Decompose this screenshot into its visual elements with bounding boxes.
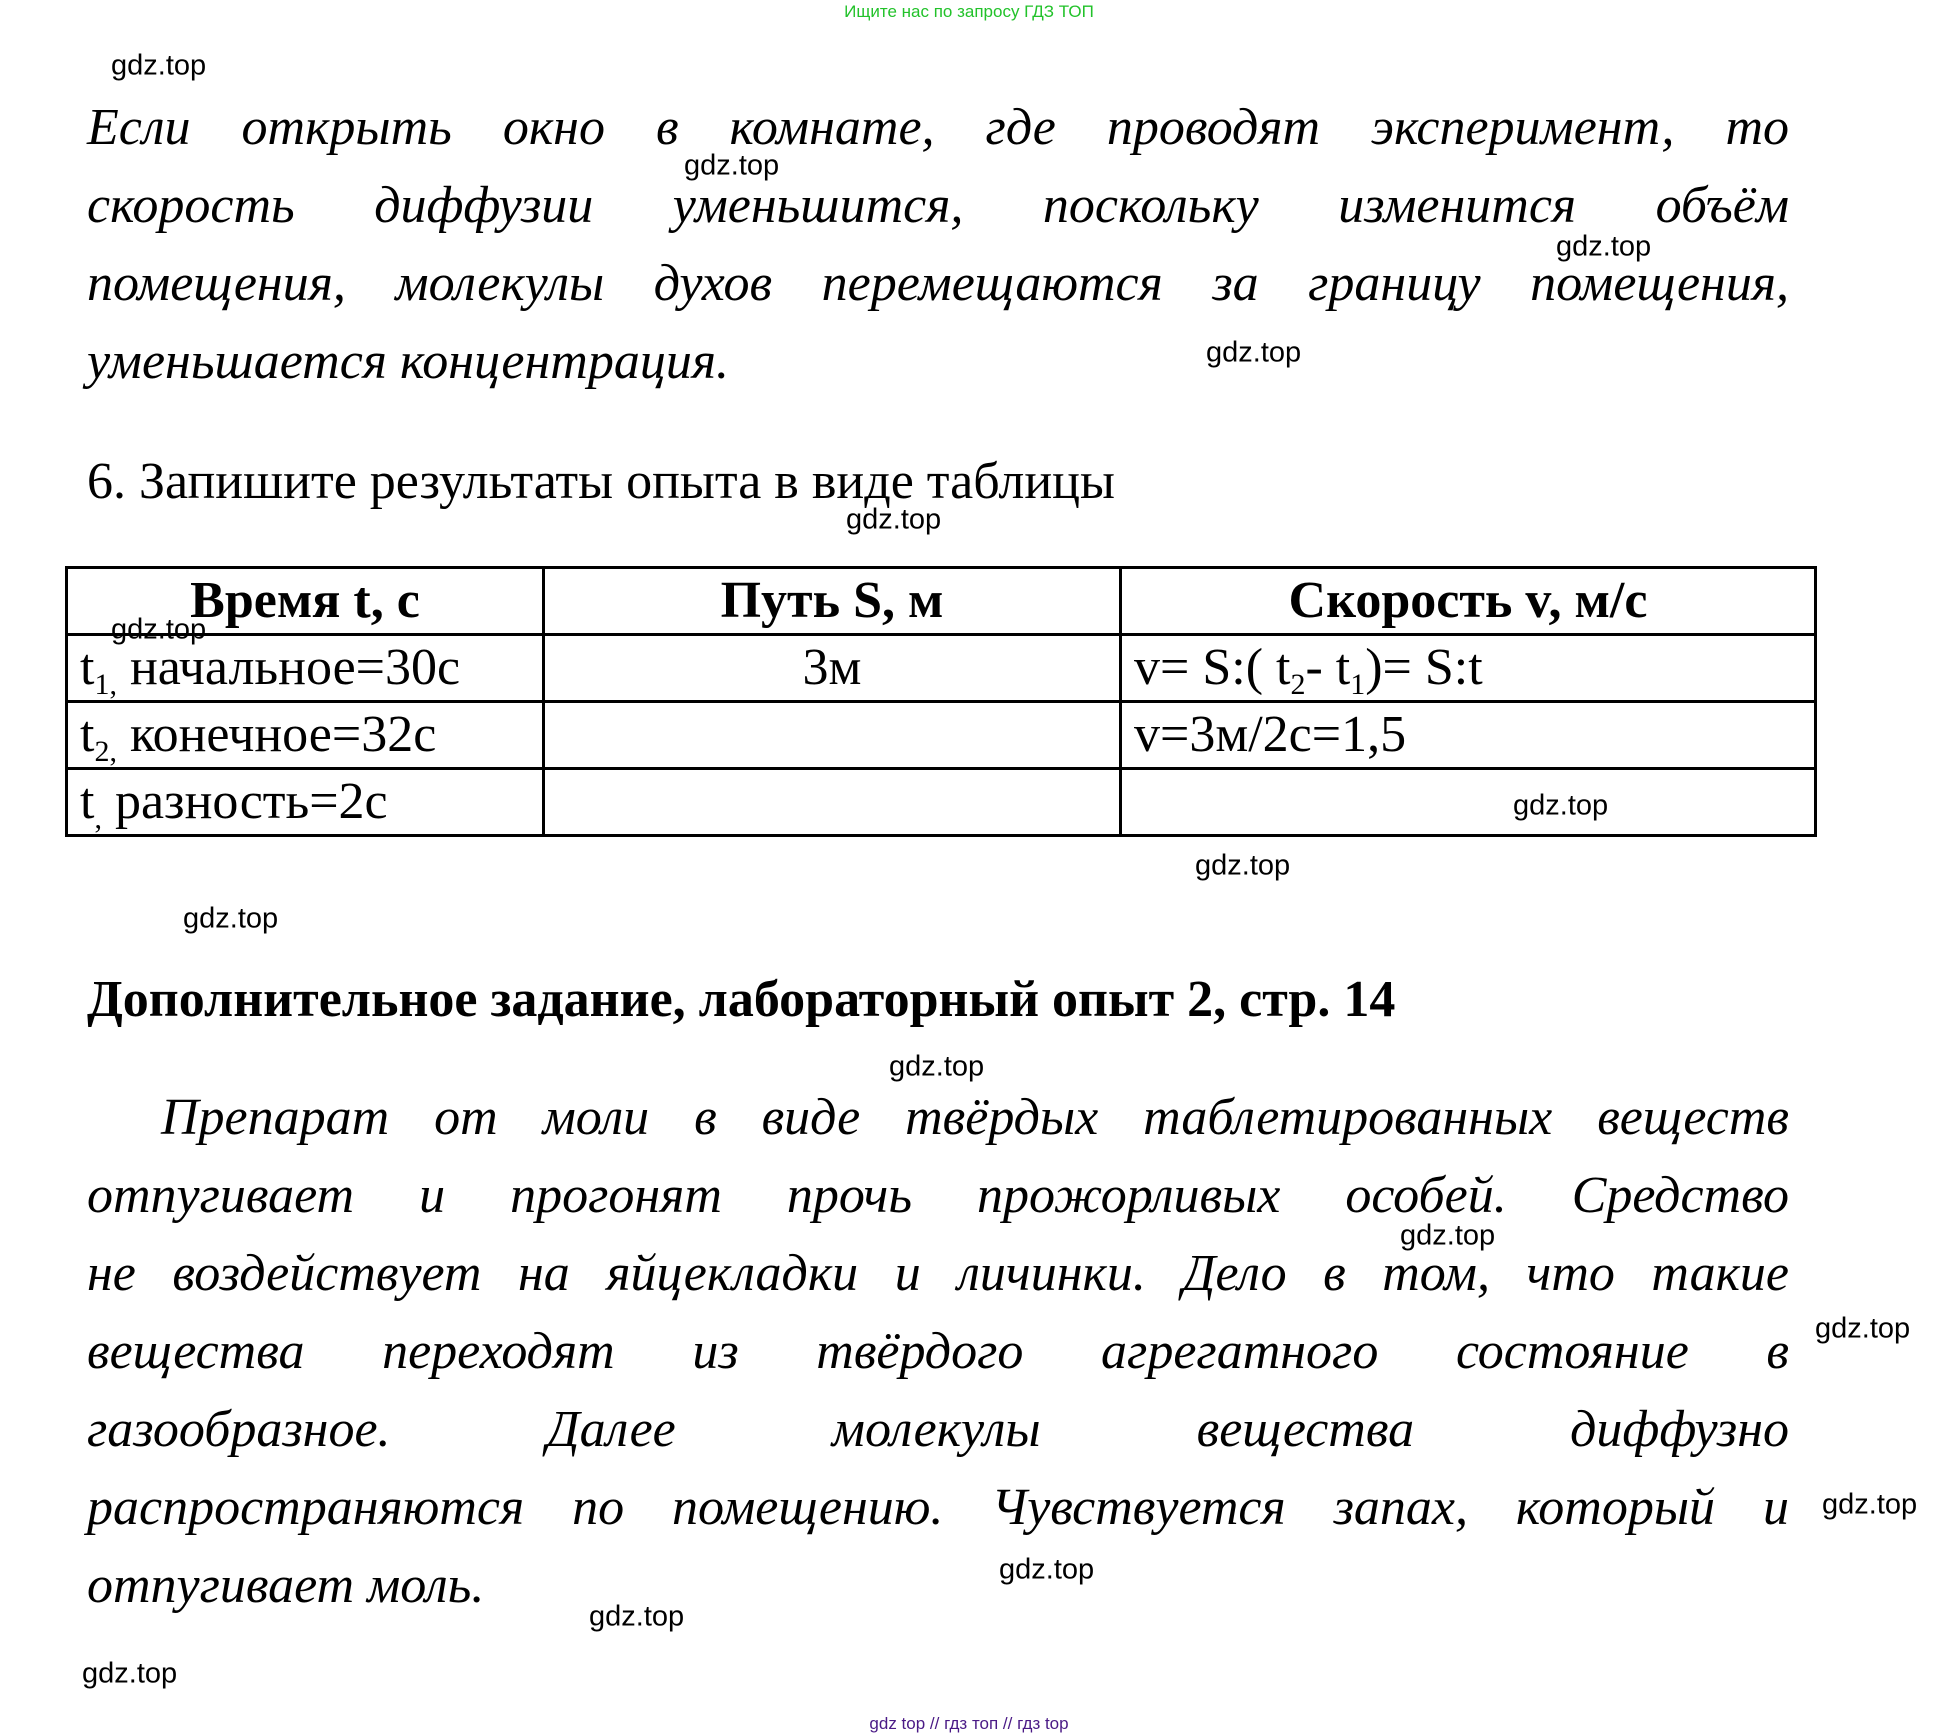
watermark: gdz.top xyxy=(589,1600,685,1633)
speed-cell: v=3м/2с=1,5 xyxy=(1121,702,1816,769)
text-line: вещества переходят из твёрдого агрегатного состояние в xyxy=(87,1323,1789,1380)
text-line: скорость диффузии уменьшится, поскольку изменится объём xyxy=(87,177,1789,234)
path-cell: 3м xyxy=(544,635,1121,702)
time-cell: $t_{2,}$ конечное=32с xyxy=(67,702,544,769)
watermark: gdz.top xyxy=(1556,230,1652,263)
watermark: gdz.top xyxy=(889,1050,985,1083)
time-cell: $t_,$ разность=2с xyxy=(67,769,544,836)
watermark: gdz.top xyxy=(1822,1488,1918,1521)
path-cell xyxy=(544,769,1121,836)
speed-cell: v= S:( $t_2-$ $t_1)=$ S:t xyxy=(1121,635,1816,702)
text-line: отпугивает и прогонят прочь прожорливых особей. Средство xyxy=(87,1167,1789,1224)
watermark: gdz.top xyxy=(1815,1312,1911,1345)
paragraph-2 xyxy=(87,1079,1789,1625)
watermark: gdz.top xyxy=(684,149,780,182)
text-line: помещения, молекулы духов перемещаются за границу помещения, xyxy=(87,255,1789,312)
watermark: gdz.top xyxy=(1513,789,1609,822)
search-banner: Ищите нас по запросу ГДЗ ТОП xyxy=(844,2,1094,21)
header-speed: Скорость v, м/с xyxy=(1121,568,1816,635)
text-line: уменьшается концентрация. xyxy=(87,333,730,390)
watermark: gdz.top xyxy=(82,1657,178,1690)
watermark: gdz.top xyxy=(999,1553,1095,1586)
watermark: gdz.top xyxy=(1400,1219,1496,1252)
paragraph-1 xyxy=(87,89,1789,401)
watermark: gdz.top xyxy=(111,613,207,646)
watermark: gdz.top xyxy=(846,503,942,536)
extra-task-heading: Дополнительное задание, лабораторный опыт 2, стр. 14 xyxy=(87,971,1396,1028)
time-cell: $t_{1,}$ начальное=30с xyxy=(67,635,544,702)
text-line: Препарат от моли в виде твёрдых таблетированных веществ xyxy=(161,1089,1789,1146)
header-path: Путь S, м xyxy=(544,568,1121,635)
table-header-row xyxy=(67,568,1816,635)
text-line: не воздействует на яйцекладки и личинки. Дело в том, что такие xyxy=(87,1245,1789,1302)
watermark: gdz.top xyxy=(1195,849,1291,882)
task-6-heading: 6. Запишите результаты опыта в виде таблицы xyxy=(87,453,1115,510)
text-line: Если открыть окно в комнате, где проводят эксперимент, то xyxy=(87,99,1789,156)
table-row xyxy=(67,702,1816,769)
text-line: газообразное. Далее молекулы вещества диффузно xyxy=(87,1401,1789,1458)
watermark: gdz.top xyxy=(183,902,279,935)
text-line: отпугивает моль. xyxy=(87,1557,485,1614)
path-cell xyxy=(544,702,1121,769)
speed-cell xyxy=(1121,769,1816,836)
text-line: распространяются по помещению. Чувствуется запах, который и xyxy=(87,1479,1789,1536)
header-time: Время t, с xyxy=(67,568,544,635)
table-row xyxy=(67,635,1816,702)
footer-links: gdz top // гдз топ // гдз top xyxy=(869,1714,1069,1733)
watermark: gdz.top xyxy=(111,49,207,82)
watermark: gdz.top xyxy=(1206,336,1302,369)
